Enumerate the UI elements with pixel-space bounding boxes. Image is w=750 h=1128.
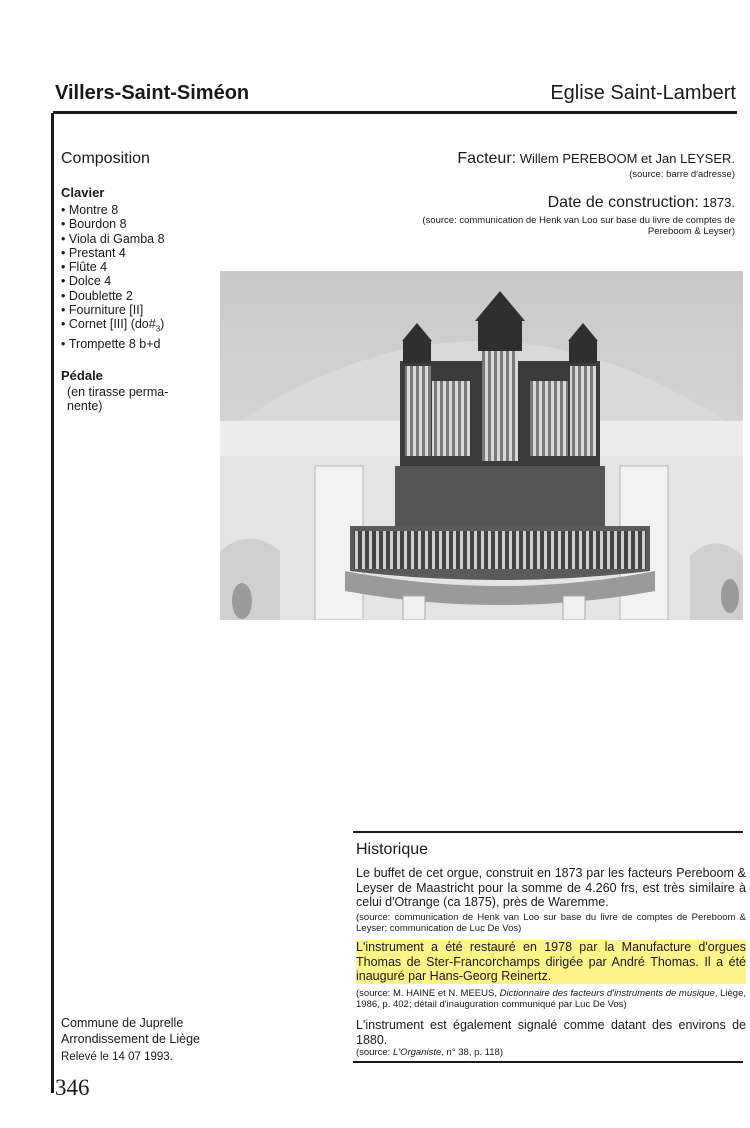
- stop-item: • Dolce 4: [61, 274, 165, 288]
- historique-rule: [353, 831, 743, 833]
- location-title: Villers-Saint-Siméon: [55, 82, 250, 104]
- facteur-source: (source: barre d'adresse): [629, 169, 735, 180]
- stop-item: • Prestant 4: [61, 246, 165, 260]
- page-number: 346: [55, 1075, 90, 1100]
- left-margin-rule: [51, 113, 54, 1093]
- stop-item: • Trompette 8 b+d: [61, 337, 165, 351]
- facteur-label: Facteur:: [457, 150, 517, 167]
- stop-list: [61, 203, 165, 351]
- stop-item: • Viola di Gamba 8: [61, 232, 165, 246]
- stop-item: • Fourniture [II]: [61, 303, 165, 317]
- date-value: 1873.: [702, 195, 735, 210]
- historique-source-2: (source: M. HAINE et N. MEEUS, Dictionnaire des facteurs d'instruments de musique, Liège, 1986, p. 402; détail d'inauguration communiqué par Luc De Vos): [356, 988, 746, 1010]
- facteur-line: [457, 150, 735, 168]
- historique-paragraph-3: L'instrument est également signalé comme datant des environs de 1880.: [356, 1018, 746, 1047]
- stop-item: • Montre 8: [61, 203, 165, 217]
- stop-item: • Cornet [III] $(do\#_3)$: [61, 317, 165, 337]
- header-rule: [53, 111, 737, 114]
- arrondissement-name: Arrondissement de Liège: [61, 1031, 200, 1046]
- historique-source-3: (source: L'Organiste, n° 38, p. 118): [356, 1047, 503, 1058]
- stop-item: • Bourdon 8: [61, 217, 165, 231]
- date-label: Date de construction:: [547, 194, 699, 211]
- composition-heading: Composition: [61, 150, 150, 167]
- commune-name: Commune de Juprelle: [61, 1016, 184, 1030]
- clavier-heading: Clavier: [61, 185, 105, 200]
- pedale-note: (en tirasse perma- nente): [67, 385, 169, 413]
- historique-bottom-rule: [353, 1061, 743, 1063]
- releve-date: Relevé le 14 07 1993.: [61, 1051, 173, 1063]
- stop-item: • Doublette 2: [61, 289, 165, 303]
- commune-block: [61, 1016, 200, 1047]
- pedale-heading: Pédale: [61, 368, 103, 383]
- date-source: (source: communication de Henk van Loo sur base du livre de comptes de Pereboom & Leyser): [422, 215, 735, 237]
- church-title: Eglise Saint-Lambert: [550, 82, 736, 104]
- historique-paragraph-2-highlighted: L'instrument a été restauré en 1978 par la Manufacture d'orgues Thomas de Ster-Francorchamps dirigée par André Thomas. Il a été inauguré par Hans-Georg Reinertz.: [356, 940, 746, 984]
- cornet-subscript: 3: [155, 324, 161, 334]
- facteur-value: Willem PEREBOOM et Jan LEYSER.: [519, 151, 735, 166]
- historique-source-1: (source: communication de Henk van Loo sur base du livre de comptes de Pereboom & Leyser; communication de Luc De Vos): [356, 912, 746, 934]
- stop-item: • Flûte 4: [61, 260, 165, 274]
- organ-photo: [220, 271, 743, 620]
- historique-heading: Historique: [356, 841, 429, 858]
- date-line: [548, 194, 735, 212]
- historique-paragraph-1: Le buffet de cet orgue, construit en 1873 par les facteurs Pereboom & Leyser de Maastricht pour la somme de 4.260 frs, est très similaire à celui d'Otrange (ca 1875), près de Waremme.: [356, 866, 746, 910]
